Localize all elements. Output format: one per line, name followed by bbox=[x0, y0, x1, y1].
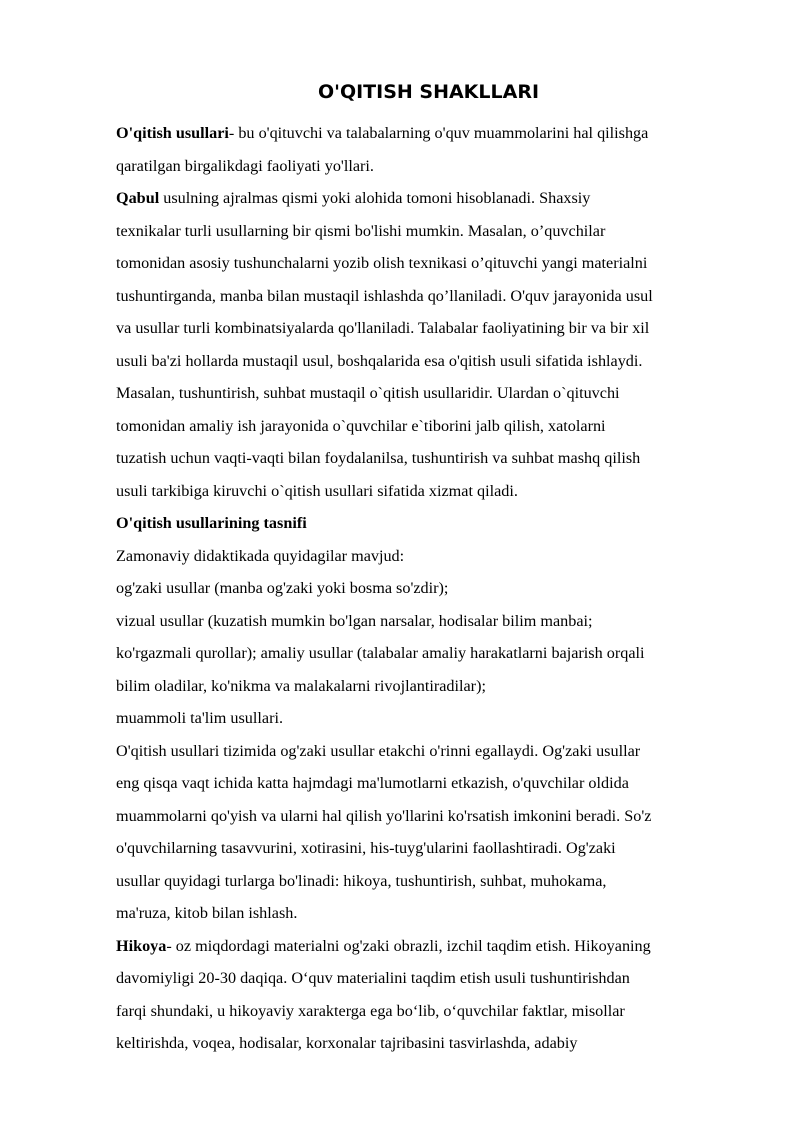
line-text: o'quvchilarning tasavvurini, xotirasini, his-tuyg'ularini faollashtiradi. Og'zaki bbox=[116, 839, 616, 857]
text-line bbox=[116, 930, 746, 963]
paragraph bbox=[116, 540, 746, 735]
line-text: keltirishda, voqea, hodisalar, korxonalar tajribasini tasvirlashda, adabiy bbox=[116, 1034, 578, 1052]
line-text: usullar quyidagi turlarga bo'linadi: hikoya, tushuntirish, suhbat, muhokama, bbox=[116, 871, 607, 890]
line-text: ma'ruza, kitob bilan ishlash. bbox=[116, 904, 298, 922]
text-line bbox=[116, 117, 746, 150]
line-text: va usullar turli kombinatsiyalarda qo'llaniladi. Talabalar faoliyatining bir va bir xil bbox=[116, 319, 650, 337]
text-line bbox=[116, 540, 746, 573]
line-text: usulning ajralmas qismi yoki alohida tomoni hisoblanadi. Shaxsiy bbox=[159, 189, 591, 207]
text-line bbox=[116, 1027, 746, 1060]
line-text: muammolarni qo'yish va ularni hal qilish yo'llarini ko'rsatish imkonini beradi. So'z bbox=[116, 806, 652, 825]
document-title: O'QITISH SHAKLLARI bbox=[317, 81, 540, 103]
text-line bbox=[116, 215, 746, 248]
paragraph bbox=[116, 182, 746, 507]
text-line bbox=[116, 247, 746, 280]
text-line bbox=[116, 280, 746, 313]
text-line bbox=[116, 670, 746, 703]
line-text: - bu o'qituvchi va talabalarning o'quv muammolarini hal qilishga bbox=[228, 124, 649, 142]
text-line bbox=[116, 962, 746, 995]
line-text: - oz miqdordagi materialni og'zaki obrazli, izchil taqdim etish. Hikoyaning bbox=[166, 936, 651, 955]
document-body bbox=[116, 117, 746, 1060]
text-line bbox=[116, 475, 746, 508]
line-text: ko'rgazmali qurollar); amaliy usullar (talabalar amaliy harakatlarni bajarish orqali bbox=[116, 644, 645, 662]
text-line bbox=[116, 702, 746, 735]
line-text: davomiyligi 20-30 daqiqa. O‘quv materialini taqdim etish usuli tushuntirishdan bbox=[116, 969, 630, 987]
line-text: og'zaki usullar (manba og'zaki yoki bosma so'zdir); bbox=[116, 579, 449, 597]
text-line bbox=[116, 182, 746, 215]
paragraph bbox=[116, 117, 746, 182]
text-line bbox=[116, 150, 746, 183]
text-line bbox=[116, 865, 746, 898]
line-text: eng qisqa vaqt ichida katta hajmdagi ma'lumotlarni etkazish, o'quvchilar oldida bbox=[116, 774, 629, 792]
text-line bbox=[116, 767, 746, 800]
bold-term: Hikoya bbox=[116, 936, 167, 955]
line-text: usuli ba'zi hollarda mustaqil usul, boshqalarida esa o'qitish usuli sifatida ishlaydi. bbox=[116, 351, 643, 370]
line-text: tushuntirganda, manba bilan mustaqil ishlashda qo’llaniladi. O'quv jarayonida usul bbox=[116, 286, 653, 305]
text-line bbox=[116, 312, 746, 345]
text-line bbox=[116, 995, 746, 1028]
line-text: qaratilgan birgalikdagi faoliyati yo'llari. bbox=[116, 156, 374, 175]
text-line bbox=[116, 572, 746, 605]
line-text: tomonidan asosiy tushunchalarni yozib olish texnikasi o’qituvchi yangi materialni bbox=[116, 254, 648, 272]
paragraph bbox=[116, 735, 746, 930]
text-line bbox=[116, 507, 746, 540]
line-text: tomonidan amaliy ish jarayonida o`quvchilar e`tiborini jalb qilish, xatolarni bbox=[116, 416, 606, 435]
line-text: O'qitish usullari tizimida og'zaki usullar etakchi o'rinni egallaydi. Og'zaki usullar bbox=[116, 741, 641, 760]
text-line bbox=[116, 897, 746, 930]
text-line bbox=[116, 800, 746, 833]
paragraph bbox=[116, 930, 746, 1060]
bold-term: O'qitish usullarining tasnifi bbox=[116, 514, 307, 532]
text-line bbox=[116, 637, 746, 670]
bold-term: O'qitish usullari bbox=[116, 124, 229, 142]
paragraph bbox=[116, 507, 746, 540]
text-line bbox=[116, 410, 746, 443]
line-text: muammoli ta'lim usullari. bbox=[116, 709, 284, 727]
text-line bbox=[116, 605, 746, 638]
text-line bbox=[116, 377, 746, 410]
text-line bbox=[116, 345, 746, 378]
line-text: tuzatish uchun vaqti-vaqti bilan foydalanilsa, tushuntirish va suhbat mashq qilish bbox=[116, 449, 641, 467]
line-text: texnikalar turli usullarning bir qismi bo'lishi mumkin. Masalan, o’quvchilar bbox=[116, 221, 606, 240]
text-line bbox=[116, 442, 746, 475]
line-text: Zamonaviy didaktikada quyidagilar mavjud: bbox=[116, 546, 405, 565]
line-text: usuli tarkibiga kiruvchi o`qitish usullari sifatida xizmat qiladi. bbox=[116, 481, 518, 500]
bold-term: Qabul bbox=[116, 189, 160, 207]
line-text: bilim oladilar, ko'nikma va malakalarni rivojlantiradilar); bbox=[116, 676, 486, 695]
line-text: vizual usullar (kuzatish mumkin bo'lgan narsalar, hodisalar bilim manbai; bbox=[116, 611, 593, 630]
line-text: Masalan, tushuntirish, suhbat mustaqil o`qitish usullaridir. Ulardan o`qituvchi bbox=[116, 384, 620, 402]
text-line bbox=[116, 832, 746, 865]
line-text: farqi shundaki, u hikoyaviy xarakterga ega bo‘lib, o‘quvchilar faktlar, misollar bbox=[116, 1001, 625, 1020]
text-line bbox=[116, 735, 746, 768]
